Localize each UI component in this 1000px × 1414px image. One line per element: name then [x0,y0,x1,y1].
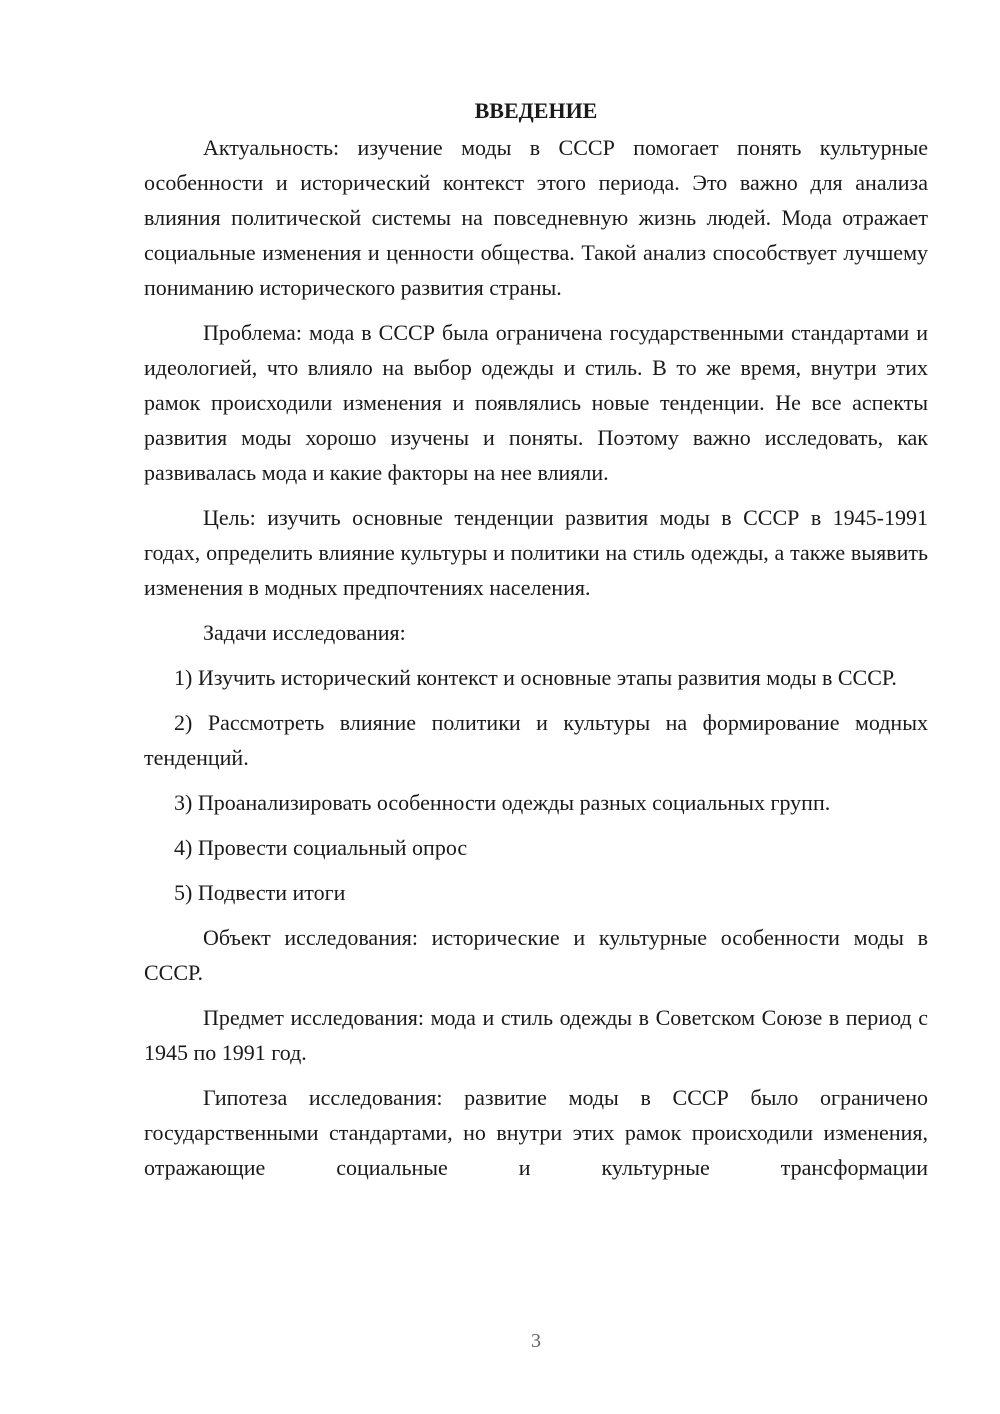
task-item: 3) Проанализировать особенности одежды разных социальных групп. [174,790,831,815]
task-item: 1) Изучить исторический контекст и основные этапы развития моды в СССР. [174,665,897,690]
task-item: 5) Подвести итоги [174,880,346,905]
goal-paragraph: Цель: изучить основные тенденции развития моды в СССР в 1945-1991 годах, определить влияние культуры и политики на стиль одежды, а также выявить изменения в модных предпочтениях населения. [144,505,928,600]
problem-paragraph: Проблема: мода в СССР была ограничена государственными стандартами и идеологией, что влияло на выбор одежды и стиль. В то же время, внутри этих рамок происходили изменения и появлялись новые тенденции. Не все аспекты развития моды хорошо изучены и поняты. Поэтому важно исследовать, как развивалась мода и какие факторы на нее влияли. [144,320,928,485]
task-item: 2) Рассмотреть влияние политики и культуры на формирование модных тенденций. [144,710,928,770]
tasks-title: Задачи исследования: [203,620,406,645]
document-page [144,94,928,1195]
page-number: 3 [531,1330,541,1352]
subject-paragraph: Предмет исследования: мода и стиль одежды в Советском Союзе в период с 1945 по 1991 год. [144,1005,928,1065]
task-item: 4) Провести социальный опрос [174,835,468,860]
hypothesis-paragraph: Гипотеза исследования: развитие моды в СССР было ограничено государственными стандартами, но внутри этих рамок происходили изменения, отражающие социальные и культурные трансформации [144,1085,928,1180]
object-paragraph: Объект исследования: исторические и культурные особенности моды в СССР. [144,925,928,985]
section-heading: ВВЕДЕНИЕ [474,98,598,123]
relevance-paragraph: Актуальность: изучение моды в СССР помогает понять культурные особенности и исторический контекст этого периода. Это важно для анализа влияния политической системы на повседневную жизнь людей. Мода отражает социальные изменения и ценности общества. Такой анализ способствует лучшему пониманию исторического развития страны. [144,135,928,300]
